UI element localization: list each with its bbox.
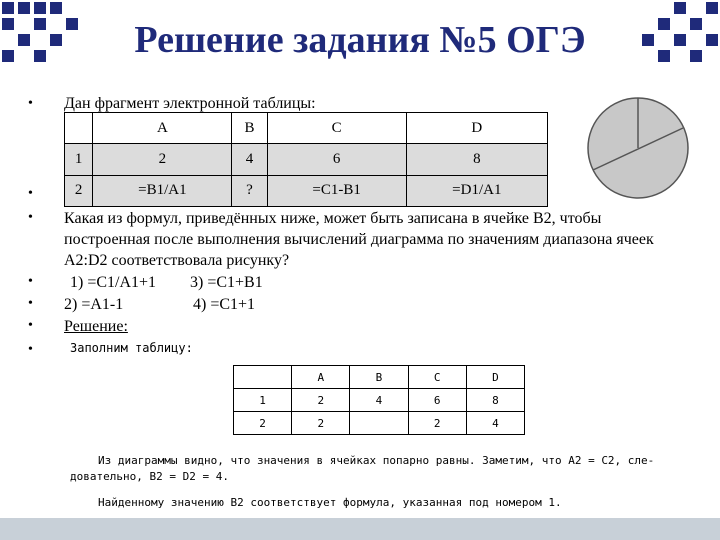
question-line: A2:D2 соответствовала рисунку? (64, 252, 290, 269)
table-cell: 1 (65, 144, 93, 175)
header-band (0, 0, 720, 78)
table-header-row (65, 113, 548, 144)
table-cell: 4 (232, 144, 267, 175)
table-row (234, 412, 525, 435)
table-cell: A (292, 366, 350, 389)
bullet: • (28, 96, 33, 111)
table-cell: 4 (350, 389, 408, 412)
table-header-row (234, 366, 525, 389)
bullet: • (28, 274, 33, 289)
option-2: 2) =A1-1 (64, 296, 124, 313)
conclusion-text: Найденному значению B2 соответствует формула, указанная под номером 1. (98, 496, 562, 509)
question-line: Какая из формул, приведённых ниже, может быть записана в ячейке B2, чтобы (64, 210, 602, 227)
footer-band (0, 518, 720, 540)
table-row (234, 389, 525, 412)
intro-text: Дан фрагмент электронной таблицы: (64, 95, 316, 112)
bullet: • (28, 318, 33, 333)
bullet: • (28, 342, 33, 357)
table-cell: 1 (234, 389, 292, 412)
table-cell: ? (232, 175, 267, 206)
table-cell: D (466, 366, 524, 389)
table-cell: B (232, 113, 267, 144)
solution-label: Решение: (64, 318, 128, 335)
filled-table (233, 365, 525, 435)
table-row (65, 144, 548, 175)
table-cell: 2 (65, 175, 93, 206)
option-3: 3) =C1+B1 (190, 274, 263, 291)
table-cell: 2 (234, 412, 292, 435)
table-cell (234, 366, 292, 389)
table-cell: C (408, 366, 466, 389)
table-cell: =C1-B1 (267, 175, 406, 206)
table-cell: 6 (267, 144, 406, 175)
table-cell: 6 (408, 389, 466, 412)
explanation-line: Из диаграммы видно, что значения в ячейках попарно равны. Заметим, что A2 = C2, сле- (98, 454, 655, 467)
table-cell: A (93, 113, 232, 144)
bullet: • (28, 186, 33, 201)
table-cell (350, 412, 408, 435)
table-cell: =B1/A1 (93, 175, 232, 206)
table-cell: C (267, 113, 406, 144)
slide-title: Решение задания №5 ОГЭ (134, 19, 586, 61)
pie-chart-figure (585, 95, 691, 201)
spreadsheet-fragment-table (64, 112, 548, 207)
table-cell: 2 (408, 412, 466, 435)
question-line: построенная после выполнения вычислений диаграмма по значениям диапазона ячеек (64, 231, 654, 248)
table-cell: D (406, 113, 547, 144)
table-cell: B (350, 366, 408, 389)
table-cell: 8 (466, 389, 524, 412)
table-cell: =D1/A1 (406, 175, 547, 206)
option-4: 4) =C1+1 (193, 296, 256, 313)
fill-table-text: Заполним таблицу: (70, 341, 193, 355)
table-cell: 8 (406, 144, 547, 175)
table-row (65, 175, 548, 206)
explanation-text (70, 453, 710, 485)
table-cell: 2 (292, 389, 350, 412)
bullet: • (28, 210, 33, 225)
explanation-line: довательно, B2 = D2 = 4. (70, 470, 229, 483)
table-cell: 4 (466, 412, 524, 435)
table-cell: 2 (93, 144, 232, 175)
table-cell: 2 (292, 412, 350, 435)
bullet: • (28, 296, 33, 311)
question-text (64, 208, 654, 271)
table-cell (65, 113, 93, 144)
option-1: 1) =C1/A1+1 (70, 274, 157, 291)
